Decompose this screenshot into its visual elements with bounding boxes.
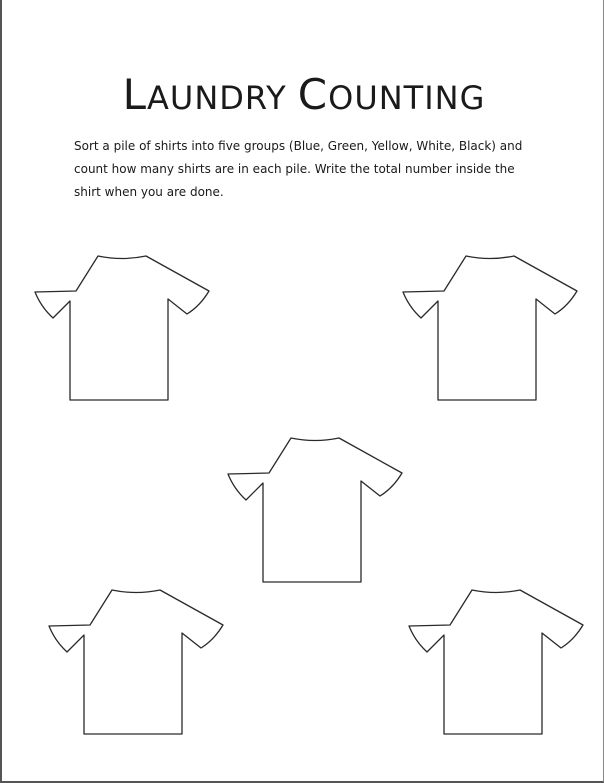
instructions-text: Sort a pile of shirts into five groups (Blue, Green, Yellow, White, Black) and count how many shirts are in each pile. Write the total number inside the shirt when you are done.: [74, 138, 523, 199]
title-rest-ounting: OUNTING: [328, 79, 486, 117]
shirt-outline-icon: [32, 251, 212, 401]
shirt-outline-icon: [225, 433, 405, 583]
shirt-outline-icon: [46, 585, 226, 735]
shirt-outline-icon: [406, 585, 586, 735]
title-initial-l: L: [122, 70, 147, 119]
page-title: [2, 70, 604, 119]
title-initial-c: C: [297, 70, 329, 119]
shirt-outline-icon: [400, 251, 580, 401]
title-rest-aundry: AUNDRY: [147, 79, 287, 117]
